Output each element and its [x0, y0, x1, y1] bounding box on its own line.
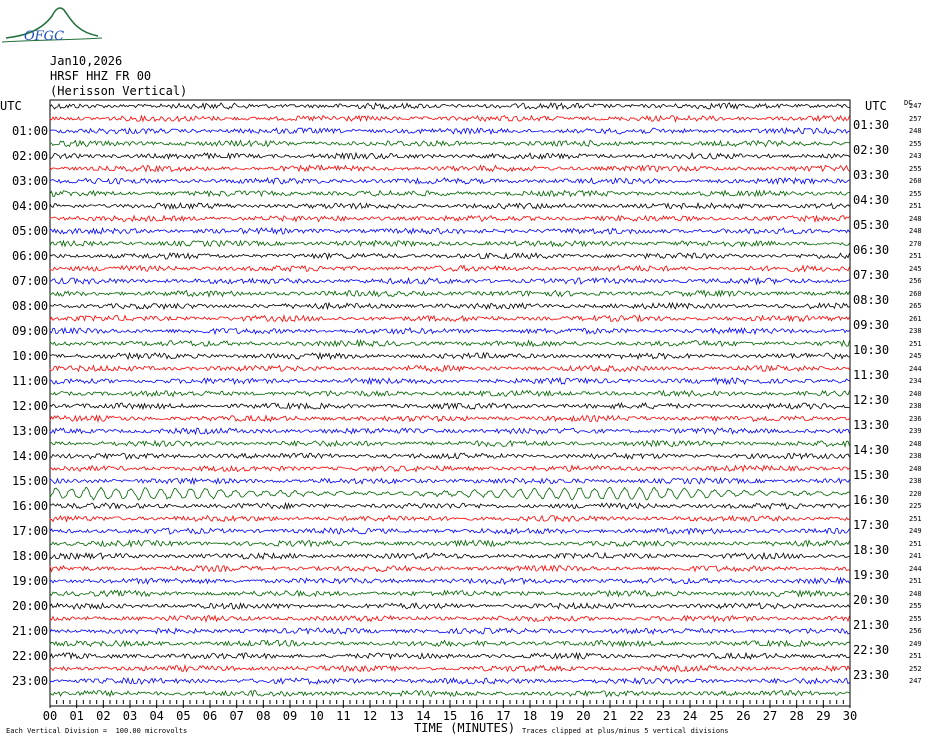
seismic-trace — [50, 391, 850, 397]
dc-offset-label: 238 — [909, 452, 922, 460]
dc-title: DC — [904, 99, 913, 107]
dc-offset-label: 248 — [909, 127, 922, 135]
left-time-label: 06:00 — [12, 249, 49, 263]
dc-offset-label: 249 — [909, 639, 922, 648]
seismic-trace — [50, 103, 850, 109]
seismic-trace — [50, 315, 850, 321]
seismic-trace — [50, 178, 850, 184]
seismic-trace — [50, 153, 850, 159]
x-tick-label: 09 — [282, 709, 298, 723]
x-tick-label: 13 — [389, 709, 404, 723]
seismic-trace — [50, 416, 850, 422]
x-tick-label: 29 — [816, 709, 831, 723]
seismic-trace — [50, 678, 850, 684]
left-time-label: 12:00 — [12, 399, 49, 413]
dc-offset-label: 255 — [909, 189, 922, 198]
right-time-label: 14:30 — [853, 442, 890, 457]
left-time-label: 16:00 — [12, 499, 49, 513]
right-time-label: 21:30 — [853, 617, 890, 632]
seismic-trace — [50, 441, 850, 447]
left-axis-title: UTC — [0, 99, 22, 113]
left-time-label: 23:00 — [12, 674, 49, 688]
right-time-label: 10:30 — [853, 342, 890, 357]
right-time-label: 09:30 — [853, 317, 890, 332]
seismic-trace — [50, 478, 850, 484]
seismic-trace — [50, 328, 850, 334]
seismic-trace — [50, 653, 850, 659]
left-time-label: 05:00 — [12, 224, 49, 238]
dc-offset-label: 260 — [909, 177, 922, 185]
dc-offset-label: 248 — [909, 227, 922, 235]
dc-offset-label: 238 — [909, 402, 922, 410]
dc-offset-label: 255 — [909, 164, 922, 173]
seismic-trace — [50, 603, 850, 609]
right-time-label: 02:30 — [853, 142, 890, 157]
seismic-trace — [50, 265, 850, 271]
seismic-trace — [50, 616, 850, 622]
right-time-label: 15:30 — [853, 467, 890, 482]
right-axis-title: UTC — [865, 99, 887, 113]
seismic-trace — [50, 216, 850, 222]
seismic-trace — [50, 428, 850, 434]
x-tick-label: 00 — [42, 709, 58, 723]
dc-offset-label: 248 — [909, 439, 922, 448]
chart-station: HRSF HHZ FR 00 — [50, 69, 152, 83]
dc-offset-label: 255 — [909, 602, 922, 610]
seismic-trace — [50, 340, 850, 346]
seismic-trace — [50, 691, 850, 697]
logo-text: OFGC — [24, 29, 65, 44]
dc-offset-label: 248 — [909, 589, 922, 598]
dc-offset-label: 260 — [909, 289, 922, 298]
x-tick-label: 19 — [549, 709, 564, 723]
left-time-label: 04:00 — [12, 199, 49, 213]
left-time-label: 18:00 — [12, 549, 49, 563]
seismic-trace — [50, 640, 850, 646]
x-tick-label: 15 — [442, 709, 458, 723]
right-time-label: 16:30 — [853, 492, 890, 507]
dc-offset-label: 234 — [909, 377, 922, 385]
chart-location: (Herisson Vertical) — [50, 84, 188, 98]
right-time-label: 05:30 — [853, 217, 890, 232]
seismic-trace — [50, 666, 850, 672]
x-tick-label: 25 — [709, 709, 724, 723]
dc-offset-label: 249 — [909, 527, 922, 535]
x-tick-label: 17 — [496, 709, 511, 723]
x-tick-label: 30 — [842, 709, 858, 723]
seismic-trace — [50, 353, 850, 359]
x-tick-label: 01 — [69, 709, 84, 723]
seismic-trace — [50, 165, 850, 171]
seismic-trace — [50, 628, 850, 634]
x-tick-label: 28 — [789, 709, 804, 723]
seismic-trace — [50, 516, 850, 522]
seismic-trace — [50, 140, 850, 146]
x-tick-label: 23 — [656, 709, 671, 723]
seismic-trace — [50, 465, 850, 471]
x-tick-label: 27 — [762, 709, 778, 723]
dc-offset-label: 255 — [909, 139, 922, 148]
seismic-trace — [50, 191, 850, 197]
dc-offset-label: 238 — [909, 327, 922, 335]
x-tick-label: 22 — [629, 709, 644, 723]
seismic-trace — [50, 403, 850, 409]
footer-scale-note: Each Vertical Division = 100.00 microvolts — [6, 727, 188, 735]
right-time-label: 17:30 — [853, 517, 890, 532]
dc-offset-label: 238 — [909, 477, 922, 485]
x-tick-label: 26 — [736, 709, 751, 723]
dc-offset-label: 251 — [909, 514, 922, 523]
seismic-trace — [50, 378, 850, 384]
x-tick-label: 11 — [336, 709, 351, 723]
seismic-trace — [50, 116, 850, 122]
x-tick-label: 04 — [149, 709, 164, 723]
x-tick-label: 18 — [522, 709, 538, 723]
right-time-label: 12:30 — [853, 392, 890, 407]
dc-offset-label: 244 — [909, 564, 922, 573]
dc-offset-label: 245 — [909, 352, 922, 360]
footer-clip-note: Traces clipped at plus/minus 5 vertical divisions — [522, 727, 729, 735]
seismic-trace — [50, 453, 850, 459]
left-time-label: 22:00 — [12, 649, 49, 663]
seismic-trace — [50, 128, 850, 134]
right-time-label: 23:30 — [853, 667, 890, 682]
left-time-label: 19:00 — [12, 574, 49, 588]
dc-offset-label: 251 — [909, 202, 922, 210]
dc-offset-label: 255 — [909, 614, 922, 623]
dc-offset-label: 243 — [909, 152, 922, 160]
seismic-trace — [50, 528, 850, 534]
left-time-label: 15:00 — [12, 474, 49, 488]
left-time-label: 20:00 — [12, 599, 49, 613]
dc-offset-label: 251 — [909, 252, 922, 260]
seismic-trace — [50, 487, 850, 500]
right-time-label: 18:30 — [853, 542, 890, 557]
seismic-trace — [50, 290, 850, 296]
seismic-trace — [50, 553, 850, 559]
left-time-label: 07:00 — [12, 274, 49, 288]
seismic-trace — [50, 303, 850, 309]
dc-offset-label: 240 — [909, 389, 922, 398]
left-time-label: 17:00 — [12, 524, 49, 538]
dc-offset-label: 251 — [909, 652, 922, 660]
dc-offset-label: 244 — [909, 364, 922, 373]
dc-offset-label: 252 — [909, 664, 922, 673]
right-time-label: 20:30 — [853, 592, 890, 607]
seismic-trace — [50, 578, 850, 584]
x-tick-label: 20 — [576, 709, 591, 723]
dc-offset-label: 240 — [909, 464, 922, 473]
dc-offset-label: 236 — [909, 414, 922, 423]
chart-date: Jan10,2026 — [50, 54, 123, 68]
left-time-label: 08:00 — [12, 299, 49, 313]
right-time-label: 04:30 — [853, 192, 890, 207]
dc-offset-label: 270 — [909, 239, 922, 248]
left-time-label: 11:00 — [12, 374, 49, 388]
x-tick-label: 21 — [602, 709, 618, 723]
left-time-label: 01:00 — [12, 124, 49, 138]
dc-offset-label: 220 — [909, 489, 922, 498]
x-tick-label: 14 — [416, 709, 431, 723]
seismic-trace — [50, 590, 850, 596]
left-time-label: 02:00 — [12, 149, 49, 163]
left-time-label: 10:00 — [12, 349, 49, 363]
x-tick-label: 02 — [96, 709, 111, 723]
x-tick-label: 06 — [202, 709, 218, 723]
seismic-trace — [50, 203, 850, 209]
x-tick-label: 08 — [256, 709, 271, 723]
right-time-label: 11:30 — [853, 367, 890, 382]
seismic-trace — [50, 566, 850, 572]
right-time-label: 19:30 — [853, 567, 890, 582]
dc-offset-label: 247 — [909, 677, 922, 685]
dc-offset-label: 247 — [909, 102, 922, 110]
dc-offset-label: 256 — [909, 627, 922, 635]
right-time-label: 03:30 — [853, 167, 890, 182]
left-time-label: 21:00 — [12, 624, 49, 638]
right-time-label: 07:30 — [853, 267, 890, 282]
dc-offset-label: 239 — [909, 427, 922, 435]
seismic-trace — [50, 241, 850, 247]
seismic-trace — [50, 541, 850, 547]
x-tick-label: 05 — [176, 709, 191, 723]
x-tick-label: 03 — [122, 709, 138, 723]
seismic-trace — [50, 253, 850, 259]
left-time-label: 09:00 — [12, 324, 49, 338]
seismic-trace — [50, 278, 850, 284]
right-time-label: 01:30 — [853, 117, 890, 132]
seismic-trace — [50, 228, 850, 234]
dc-offset-label: 256 — [909, 277, 922, 285]
dc-offset-label: 251 — [909, 539, 922, 548]
dc-offset-label: 241 — [909, 552, 922, 560]
left-time-label: 13:00 — [12, 424, 49, 438]
left-time-label: 14:00 — [12, 449, 49, 463]
ofgc-logo — [2, 2, 112, 46]
left-time-label: 03:00 — [12, 174, 49, 188]
dc-offset-label: 225 — [909, 502, 922, 510]
dc-offset-label: 245 — [909, 264, 922, 273]
dc-offset-label: 261 — [909, 314, 922, 323]
x-tick-label: 12 — [362, 709, 378, 723]
right-time-label: 13:30 — [853, 417, 890, 432]
dc-offset-label: 251 — [909, 577, 922, 585]
x-axis-title: TIME (MINUTES) — [414, 721, 516, 735]
dc-offset-label: 248 — [909, 214, 922, 223]
dc-offset-label: 265 — [909, 302, 922, 310]
seismic-trace — [50, 503, 850, 509]
x-tick-label: 24 — [682, 709, 698, 723]
right-time-label: 06:30 — [853, 242, 890, 257]
seismic-trace — [50, 366, 850, 372]
right-time-label: 08:30 — [853, 292, 890, 307]
dc-offset-label: 251 — [909, 339, 922, 348]
x-tick-label: 10 — [309, 709, 324, 723]
right-time-label: 22:30 — [853, 642, 890, 657]
dc-offset-label: 257 — [909, 114, 922, 123]
x-tick-label: 07 — [229, 709, 244, 723]
x-tick-label: 16 — [469, 709, 484, 723]
